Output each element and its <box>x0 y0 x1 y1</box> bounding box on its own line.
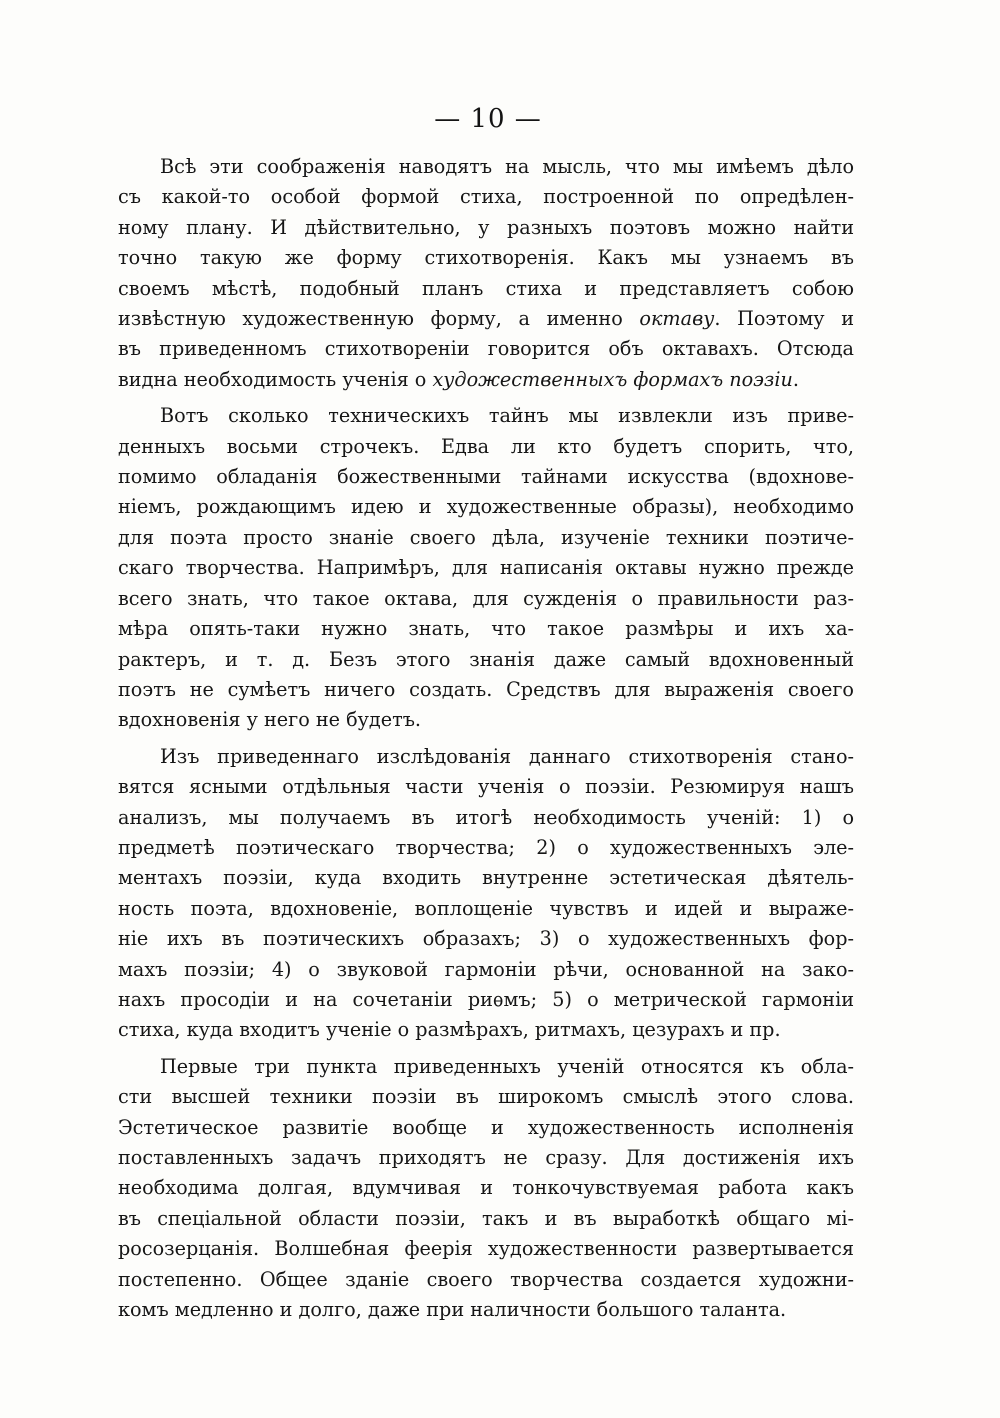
text-line: постепенно. Общее зданіе своего творчества создается художни- <box>118 1267 854 1291</box>
italic-term: художественныхъ формахъ поэзіи <box>432 367 793 391</box>
text-line: поставленныхъ задачъ приходятъ не сразу. Для достиженія ихъ <box>118 1146 854 1169</box>
text-line: анализъ, мы получаемъ въ итогѣ необходимость ученій: 1) о <box>118 805 854 829</box>
text-line: Вотъ сколько техническихъ тайнъ мы извлекли изъ приве- <box>160 404 854 428</box>
text-line: помимо обладанія божественными тайнами искусства (вдохнове- <box>118 465 854 489</box>
text-line: мѣра опять-таки нужно знать, что такое размѣры и ихъ ха- <box>118 617 854 641</box>
text-line: рактеръ, и т. д. Безъ этого знанія даже самый вдохновенный <box>118 647 854 671</box>
text-line: ному плану. И дѣйствительно, у разныхъ поэтовъ можно найти <box>118 215 854 239</box>
text-line: махъ поэзіи; 4) о звуковой гармоніи рѣчи, основанной на зако- <box>118 957 854 981</box>
text-line: необходима долгая, вдумчивая и тонкочувствуемая работа какъ <box>118 1176 854 1200</box>
text-line: видна необходимость ученія о художественныхъ формахъ поэзіи. <box>118 367 799 391</box>
text-line: денныхъ восьми строчекъ. Едва ли кто будетъ спорить, что, <box>118 434 854 458</box>
paragraph <box>118 742 854 1046</box>
text-line: Изъ приведеннаго изслѣдованія даннаго стихотворенія стано- <box>160 744 854 768</box>
text-line: съ какой-то особой формой стиха, построенной по опредѣлен- <box>118 185 854 209</box>
paragraph <box>118 1052 854 1326</box>
text-line: стиха, куда входитъ ученіе о размѣрахъ, ритмахъ, цезурахъ и пр. <box>118 1018 781 1042</box>
page-number: — 10 — <box>434 104 542 134</box>
text-line: Первые три пункта приведенныхъ ученій относятся къ обла- <box>160 1054 854 1078</box>
text-line: извѣстную художественную форму, а именно октаву. Поэтому и <box>118 307 854 331</box>
text-line: Всѣ эти соображенія наводятъ на мысль, что мы имѣемъ дѣло <box>160 155 854 178</box>
text-line: всего знать, что такое октава, для сужденія о правильности раз- <box>118 586 854 610</box>
text-line: ніемъ, рождающимъ идею и художественные образы), необходимо <box>118 495 854 519</box>
text-line: поэтъ не сумѣетъ ничего создать. Средствъ для выраженія своего <box>118 677 854 701</box>
text-line: въ спеціальной области поэзіи, такъ и въ выработкѣ общаго мі- <box>118 1206 854 1230</box>
text-line: вятся ясными отдѣльныя части ученія о поэзіи. Резюмируя нашъ <box>118 775 854 799</box>
text-line: росозерцанія. Волшебная феерія художественности развертывается <box>118 1237 854 1261</box>
text-line: комъ медленно и долго, даже при наличности большого таланта. <box>118 1298 787 1322</box>
text-line: въ приведенномъ стихотвореніи говорится объ октавахъ. Отсюда <box>118 337 854 361</box>
text-line: Эстетическое развитіе вообще и художественность исполненія <box>118 1115 854 1139</box>
text-line: своемъ мѣстѣ, подобный планъ стиха и представляетъ собою <box>118 276 854 300</box>
text-line: точно такую же форму стихотворенія. Какъ мы узнаемъ въ <box>118 246 854 270</box>
paragraph <box>118 401 854 735</box>
paragraph <box>118 152 854 395</box>
text-line: нахъ просодіи и на сочетаніи риѳмъ; 5) о метрической гармоніи <box>118 987 854 1011</box>
text-line: вдохновенія у него не будетъ. <box>118 708 422 732</box>
text-line: ментахъ поэзіи, куда входить внутренне эстетическая дѣятель- <box>118 866 854 890</box>
text-line: сти высшей техники поэзіи въ широкомъ смыслѣ этого слова. <box>118 1085 854 1109</box>
text-line: предметѣ поэтическаго творчества; 2) о художественныхъ эле- <box>118 835 854 859</box>
text-line: скаго творчества. Напримѣръ, для написанія октавы нужно прежде <box>118 556 854 580</box>
italic-term: октаву <box>639 307 715 331</box>
text-line: для поэта просто знаніе своего дѣла, изученіе техники поэтиче- <box>118 525 854 549</box>
body-text <box>118 152 854 1331</box>
text-line: ніе ихъ въ поэтическихъ образахъ; 3) о художественныхъ фор- <box>118 927 854 951</box>
text-line: ность поэта, вдохновеніе, воплощеніе чувствъ и идей и выраже- <box>118 896 854 920</box>
